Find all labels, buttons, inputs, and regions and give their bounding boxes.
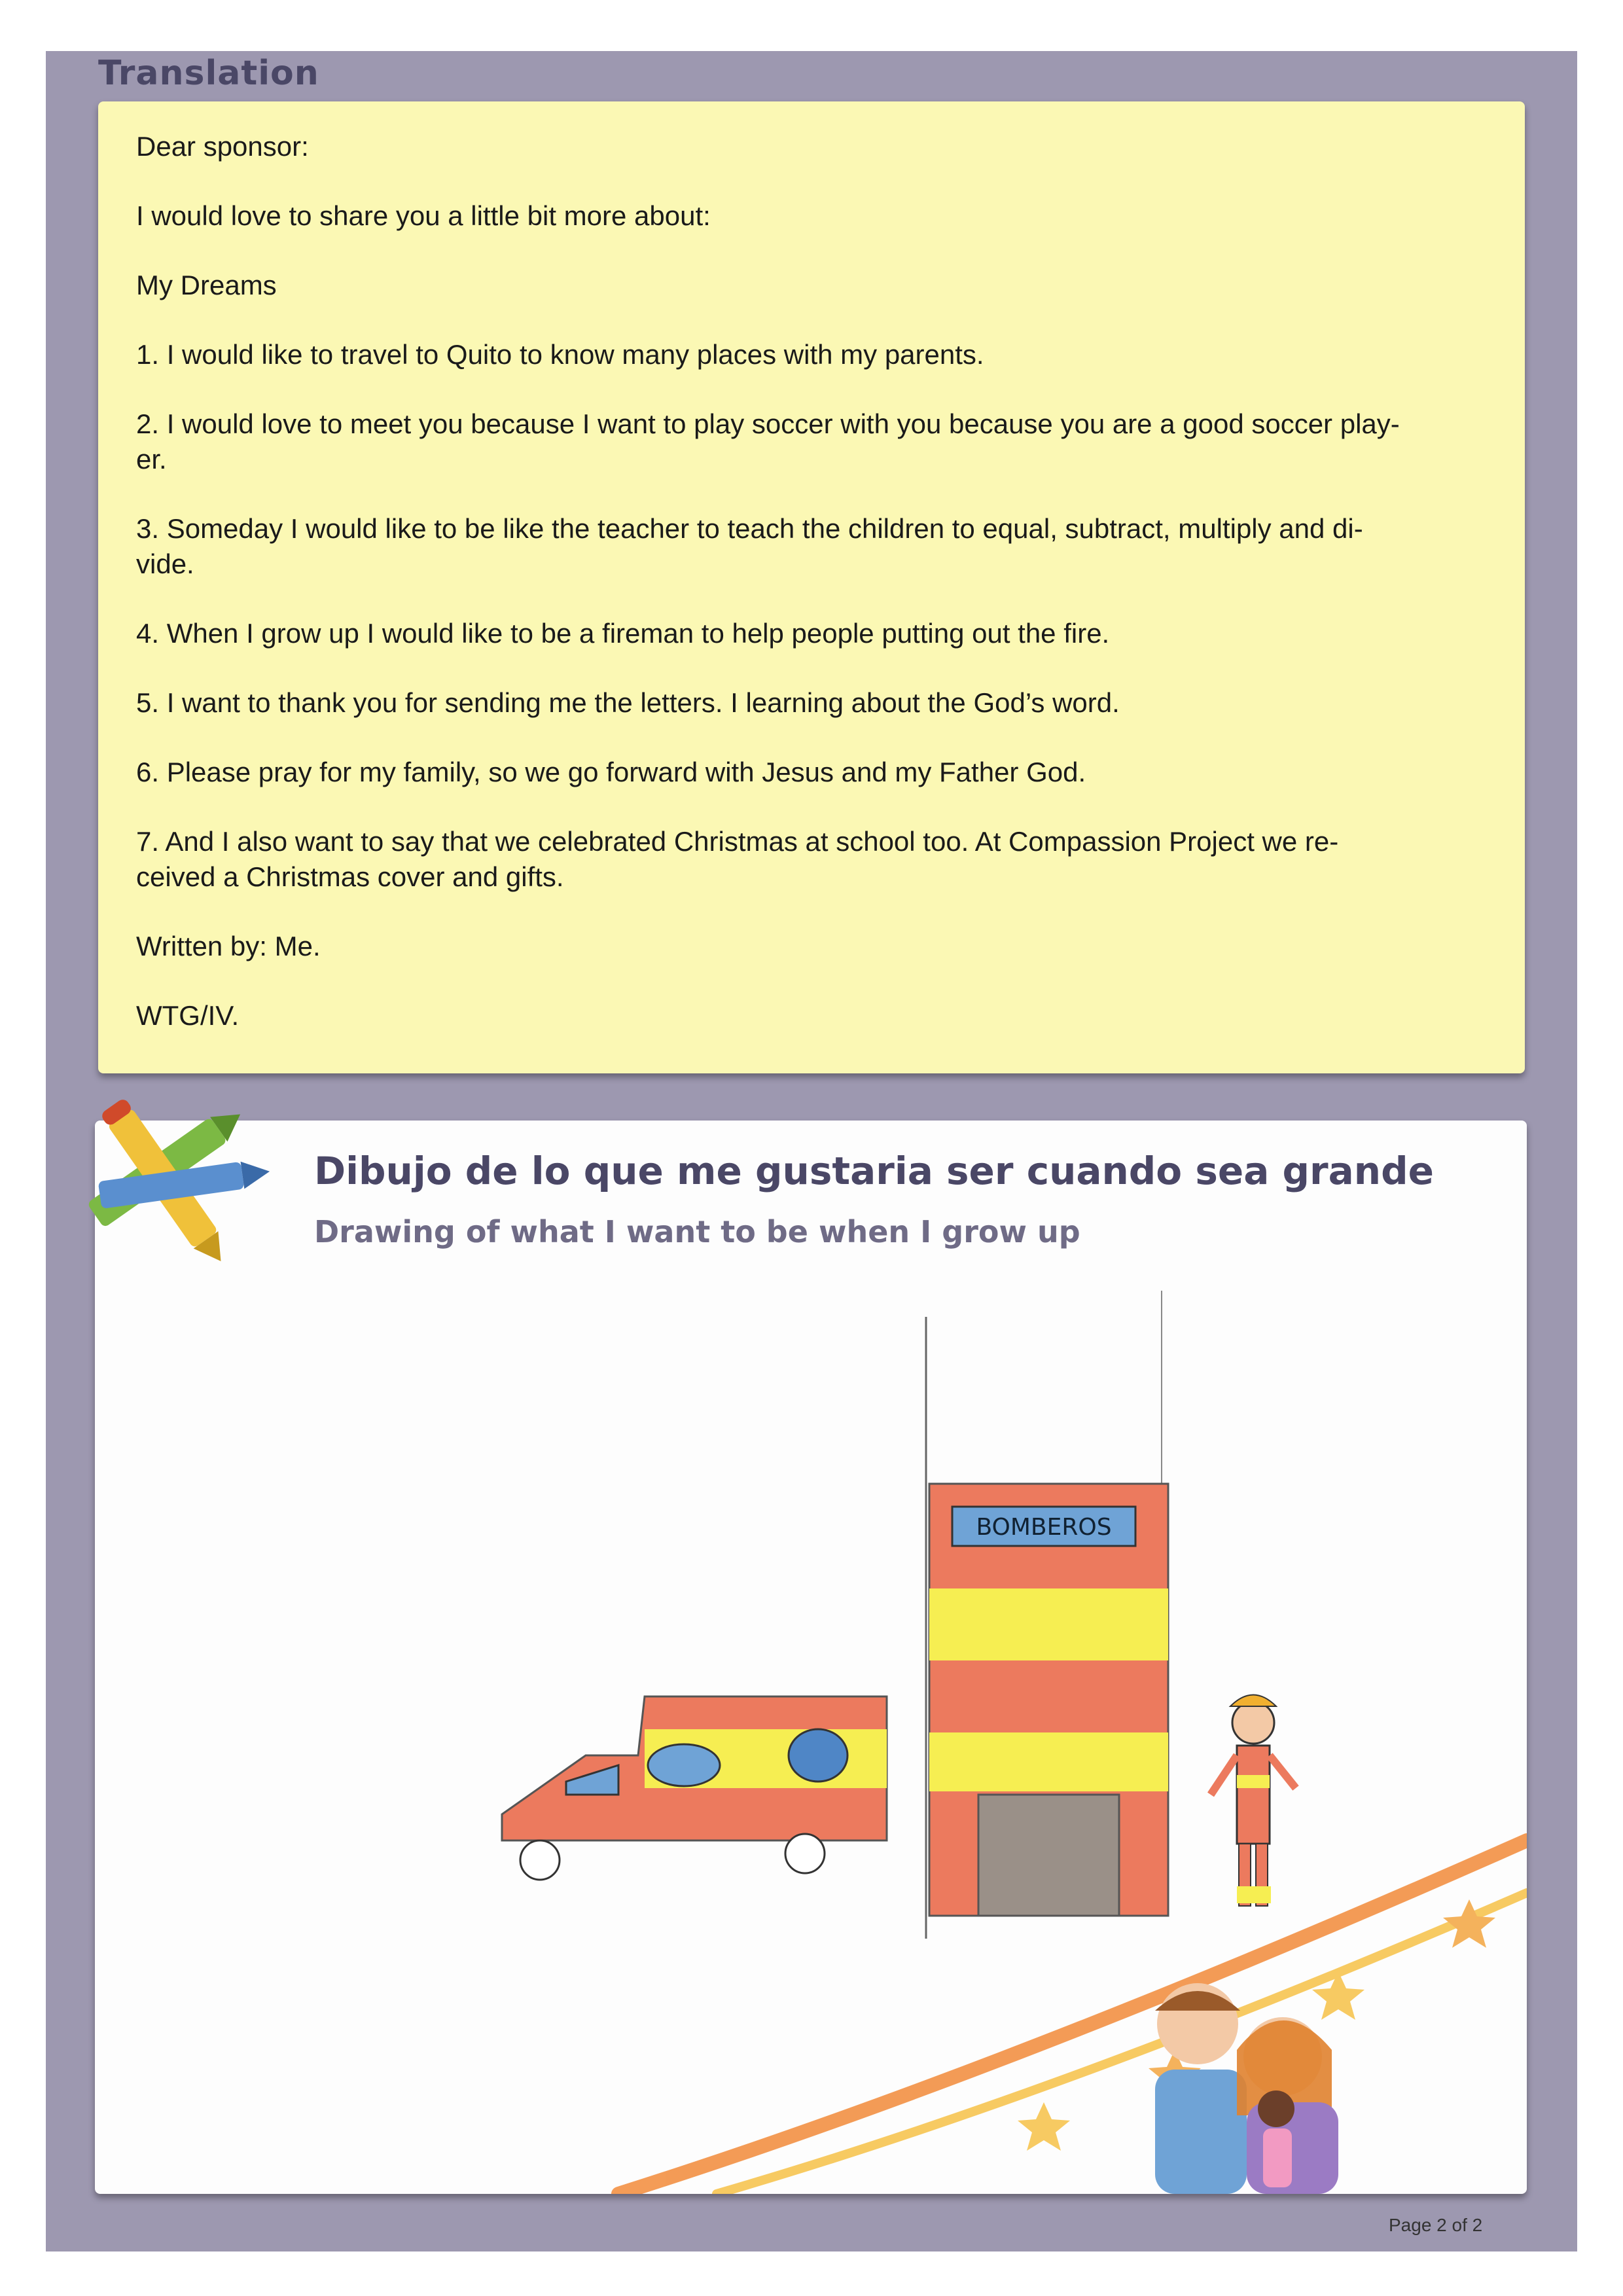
letter-topic: My Dreams bbox=[136, 270, 277, 300]
letter-item-5: 5. I want to thank you for sending me the letters. I learning about the God’s word. bbox=[136, 687, 1120, 718]
letter-greeting: Dear sponsor: bbox=[136, 131, 309, 162]
fire-truck-illustration bbox=[502, 1696, 887, 1880]
station-sign: BOMBEROS bbox=[976, 1514, 1112, 1541]
page-number: Page 2 of 2 bbox=[1389, 2215, 1483, 2235]
letter-item-6: 6. Please pray for my family, so we go forward with Jesus and my Father God. bbox=[136, 757, 1086, 787]
letter-item-7: 7. And I also want to say that we celebrated Christmas at school too. At Compassion Project we re- ceived a Christmas cover and gifts. bbox=[136, 826, 1339, 892]
translation-letter bbox=[98, 101, 1525, 1073]
letter-item-4: 4. When I grow up I would like to be a fireman to help people putting out the fire. bbox=[136, 618, 1110, 649]
letter-item-1: 1. I would like to travel to Quito to know many places with my parents. bbox=[136, 339, 984, 370]
child-drawing bbox=[95, 1121, 1527, 2194]
letter-signature: Written by: Me. bbox=[136, 931, 321, 961]
letter-code: WTG/IV. bbox=[136, 1000, 240, 1031]
family-illustration bbox=[1155, 1983, 1338, 2194]
letter-intro: I would love to share you a little bit more about: bbox=[136, 200, 711, 231]
letter-item-3: 3. Someday I would like to be like the teacher to teach the children to equal, subtract, multiply and di- vide. bbox=[136, 513, 1363, 579]
drawing-title-spanish: Dibujo de lo que me gustaria ser cuando sea grande bbox=[314, 1149, 1434, 1193]
fire-station-illustration bbox=[929, 1484, 1168, 1916]
drawing-title-english: Drawing of what I want to be when I grow up bbox=[314, 1214, 1080, 1249]
letter-item-2: 2. I would love to meet you because I want to play soccer with you because you are a good soccer play- er. bbox=[136, 408, 1400, 475]
fireman-illustration bbox=[1211, 1695, 1296, 1907]
translation-heading: Translation bbox=[98, 54, 319, 93]
